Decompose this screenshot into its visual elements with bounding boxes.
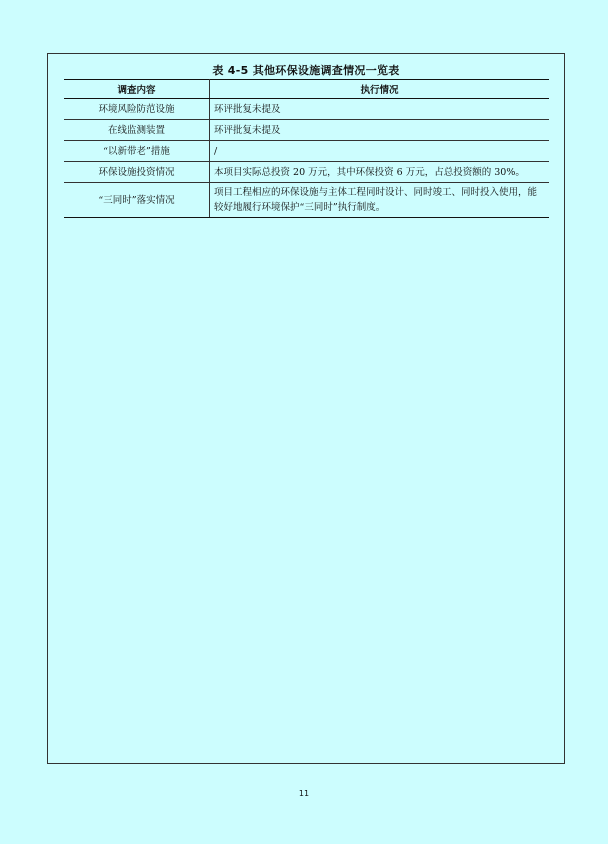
- row-item: 在线监测装置: [64, 120, 210, 141]
- row-item: 环保设施投资情况: [64, 162, 210, 183]
- row-status: 环评批复未提及: [210, 120, 550, 141]
- facilities-table: [64, 79, 549, 218]
- page-number: 11: [298, 789, 310, 798]
- table-header-row: [64, 80, 549, 99]
- table-row: [64, 183, 549, 218]
- row-status: 本项目实际总投资 20 万元，其中环保投资 6 万元，占总投资额的 30%。: [210, 162, 550, 183]
- table-row: [64, 162, 549, 183]
- page-frame: [47, 53, 565, 764]
- header-execution-status: 执行情况: [210, 80, 550, 99]
- row-status: 环评批复未提及: [210, 99, 550, 120]
- table-row: [64, 120, 549, 141]
- row-item: “以新带老”措施: [64, 141, 210, 162]
- table-row: [64, 141, 549, 162]
- row-item: 环境风险防范设施: [64, 99, 210, 120]
- table-row: [64, 99, 549, 120]
- table-title: 表 4-5 其他环保设施调查情况一览表: [212, 64, 400, 77]
- row-item: “三同时”落实情况: [64, 183, 210, 218]
- header-survey-content: 调查内容: [64, 80, 210, 99]
- row-status: 项目工程相应的环保设施与主体工程同时设计、同时竣工、同时投入使用，能较好地履行环境保护“三同时”执行制度。: [210, 183, 550, 218]
- row-status: /: [210, 141, 550, 162]
